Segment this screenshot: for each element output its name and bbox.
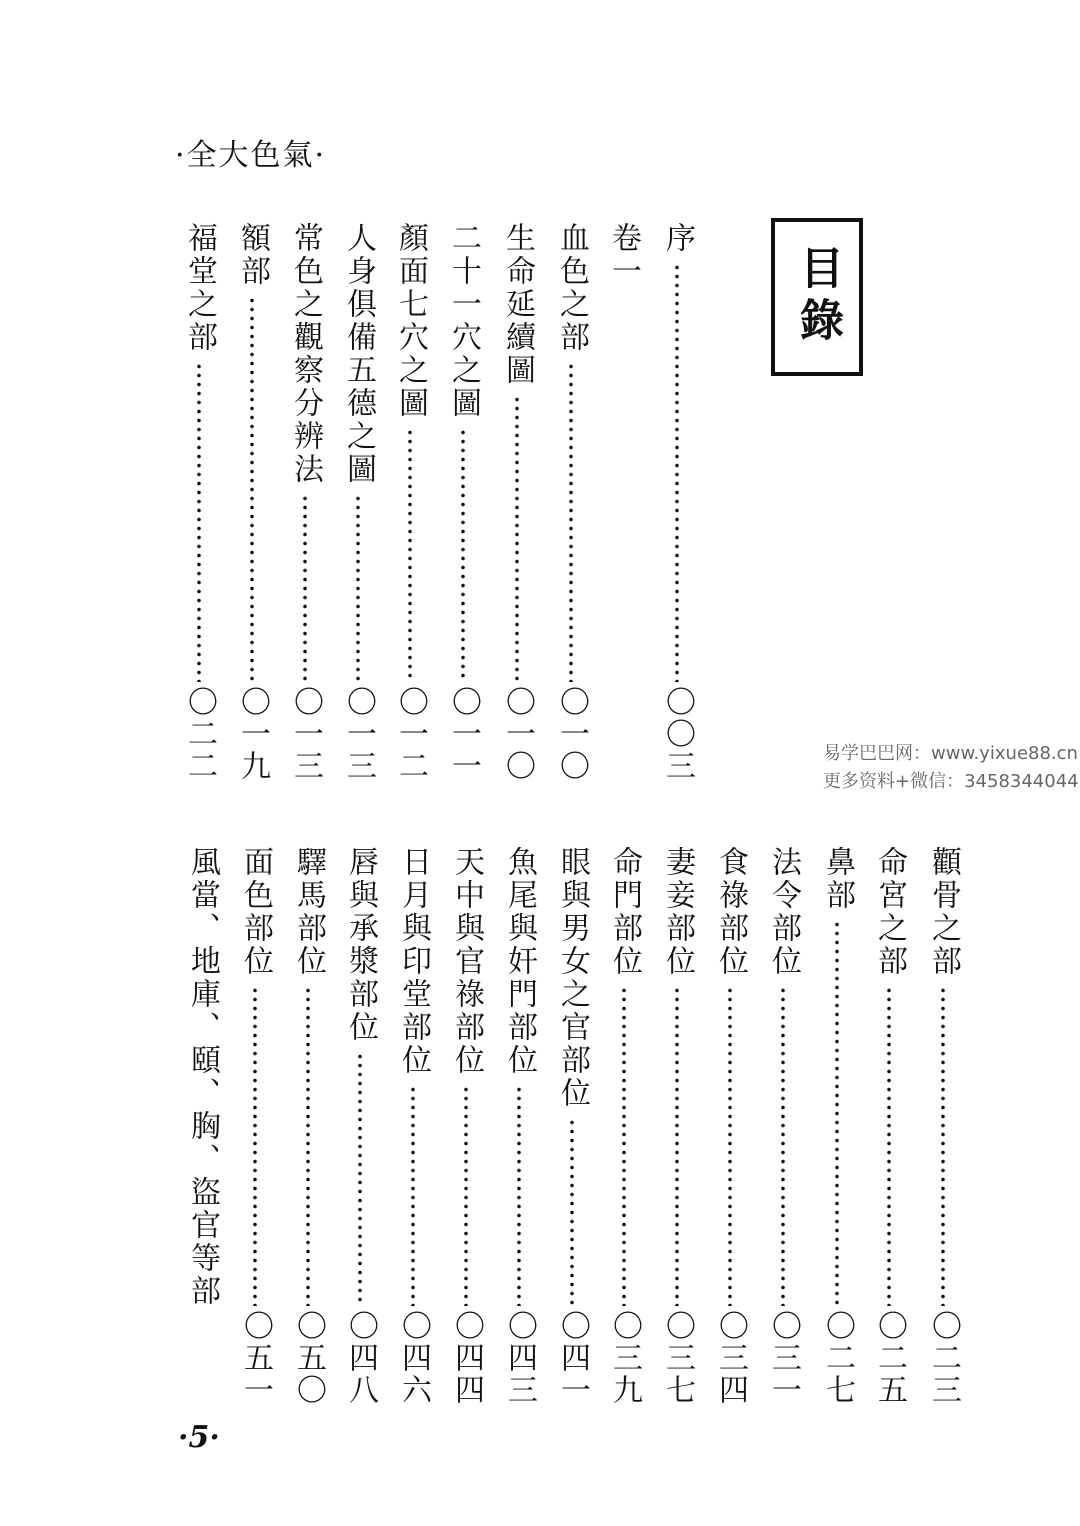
watermark (823, 740, 1079, 796)
toc-entry-title: 法令部位 (766, 846, 801, 978)
leader-dots (197, 362, 201, 682)
toc-entry[interactable] (552, 846, 592, 1406)
toc-entry-page: 〇〇三 (660, 686, 695, 782)
toc-entry[interactable] (443, 222, 483, 782)
leader-dots (461, 428, 465, 682)
leader-dots (569, 362, 573, 682)
toc-entry-page: 〇四三 (502, 1310, 537, 1406)
toc-entry[interactable] (710, 846, 750, 1406)
toc-title-box (771, 218, 863, 376)
toc-entry[interactable] (497, 222, 537, 782)
toc-entry[interactable] (869, 846, 909, 1406)
toc-entry-title: 食祿部位 (713, 846, 748, 978)
toc-entry-page: 〇一二 (393, 686, 428, 782)
leader-dots (941, 986, 945, 1306)
watermark-line-2: 更多资料+微信：3458344044 (823, 771, 1079, 792)
toc-entry-page: 〇五〇 (291, 1310, 326, 1406)
toc-entry-page: 〇二七 (820, 1310, 855, 1406)
toc-entry-page: 〇一〇 (500, 686, 535, 782)
toc-entry[interactable] (657, 222, 697, 782)
toc-entry-page: 〇五一 (238, 1310, 273, 1406)
leader-dots (464, 1085, 468, 1306)
toc-entry-title: 天中與官祿部位 (449, 846, 484, 1077)
toc-entry-page: 〇二二 (182, 686, 217, 782)
toc-entry[interactable] (340, 846, 380, 1406)
toc-entry-title: 福堂之部 (182, 222, 217, 354)
toc-entry-title: 人身俱備五德之圖 (341, 222, 376, 486)
leader-dots (411, 1085, 415, 1306)
leader-dots (622, 986, 626, 1306)
toc-entry[interactable] (551, 222, 591, 782)
leader-dots (358, 1052, 362, 1306)
toc-entry-title: 卷一 (606, 222, 641, 288)
leader-dots (306, 986, 310, 1306)
toc-entry-title: 鼻部 (820, 846, 855, 912)
toc-title: 目錄 (792, 245, 843, 349)
watermark-line-1: 易学巴巴网：www.yixue88.cn (823, 743, 1078, 764)
toc-entry-title: 妻妾部位 (660, 846, 695, 978)
toc-entry[interactable] (657, 846, 697, 1406)
toc-entry-title: 顏面七穴之圖 (393, 222, 428, 420)
leader-dots (675, 263, 679, 682)
toc-entry[interactable] (235, 846, 275, 1406)
toc-entry-page: 〇一〇 (554, 686, 589, 782)
toc-entry-title: 顴骨之部 (926, 846, 961, 978)
toc-entry-title: 生命延續圖 (500, 222, 535, 387)
toc-entry[interactable] (182, 846, 222, 1316)
toc-entry-page: 〇一九 (235, 686, 270, 782)
toc-entry-page: 〇二三 (926, 1310, 961, 1406)
leader-dots (570, 1118, 574, 1306)
toc-entry-page: 〇三七 (660, 1310, 695, 1406)
toc-entry-page: 〇四四 (449, 1310, 484, 1406)
toc-entry-title: 日月與印堂部位 (396, 846, 431, 1077)
toc-entry-page: 〇三四 (713, 1310, 748, 1406)
toc-entry[interactable] (499, 846, 539, 1406)
toc-entry[interactable] (763, 846, 803, 1406)
toc-entry[interactable] (338, 222, 378, 782)
toc-entry-page: 〇一三 (341, 686, 376, 782)
leader-dots (835, 920, 839, 1306)
toc-entry[interactable] (817, 846, 857, 1406)
toc-entry-page: 〇四八 (343, 1310, 378, 1406)
toc-entry[interactable] (393, 846, 433, 1406)
toc-entry[interactable] (288, 846, 328, 1406)
toc-entry-title: 序 (660, 222, 695, 255)
toc-entry-title: 命宮之部 (872, 846, 907, 978)
toc-entry-title: 面色部位 (238, 846, 273, 978)
toc-entry-page: 〇一一 (446, 686, 481, 782)
toc-entry-title: 常色之觀察分辨法 (288, 222, 323, 486)
leader-dots (250, 296, 254, 682)
toc-entry-title: 額部 (235, 222, 270, 288)
toc-entry-title: 血色之部 (554, 222, 589, 354)
toc-entry-title: 驛馬部位 (291, 846, 326, 978)
toc-entry-page: 〇三九 (607, 1310, 642, 1406)
leader-dots (356, 494, 360, 682)
toc-entry-page: 〇四六 (396, 1310, 431, 1406)
leader-dots (781, 986, 785, 1306)
leader-dots (517, 1085, 521, 1306)
leader-dots (887, 986, 891, 1306)
toc-entry-title: 唇與承漿部位 (343, 846, 378, 1044)
leader-dots (675, 986, 679, 1306)
leader-dots (253, 986, 257, 1306)
leader-dots (728, 986, 732, 1306)
toc-entry-page: 〇二五 (872, 1310, 907, 1406)
toc-entry[interactable] (446, 846, 486, 1406)
leader-dots (303, 494, 307, 682)
toc-entry-page: 〇四一 (555, 1310, 590, 1406)
leader-dots (515, 395, 519, 682)
toc-entry[interactable] (232, 222, 272, 782)
toc-entry[interactable] (923, 846, 963, 1406)
toc-entry[interactable] (179, 222, 219, 782)
page-number: ·5· (178, 1420, 220, 1455)
toc-entry[interactable] (285, 222, 325, 782)
toc-entry[interactable] (604, 846, 644, 1406)
toc-entry-title: 風當、地庫、頤、胸、盜官等部 (185, 846, 220, 1308)
toc-entry-page: 〇三一 (766, 1310, 801, 1406)
toc-entry-page: 〇一三 (288, 686, 323, 782)
toc-entry-title: 眼與男女之官部位 (555, 846, 590, 1110)
toc-section-heading (603, 222, 643, 302)
toc-entry-title: 二十一穴之圖 (446, 222, 481, 420)
leader-dots (408, 428, 412, 682)
toc-entry-title: 魚尾與奸門部位 (502, 846, 537, 1077)
toc-entry[interactable] (390, 222, 430, 782)
toc-entry-title: 命門部位 (607, 846, 642, 978)
running-head: ·全大色氣· (175, 138, 327, 173)
